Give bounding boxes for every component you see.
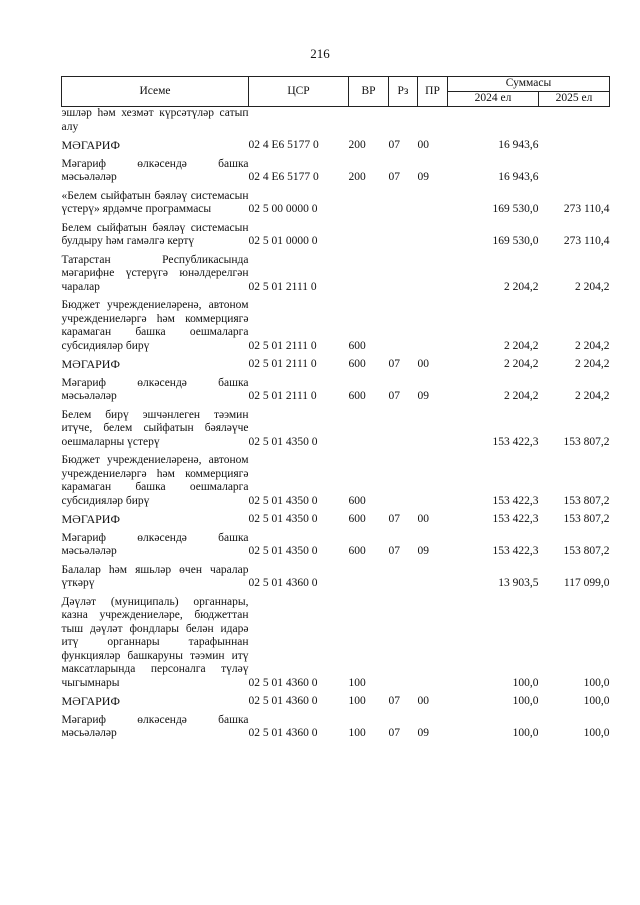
row-vr: 600 [348, 545, 366, 557]
row-sum-2024: 169 530,0 [492, 235, 539, 247]
row-name: Балалар һәм яшьләр өчен чаралар үткәрү [61, 563, 249, 589]
table-row [62, 693, 610, 712]
row-pr: 00 [417, 358, 429, 370]
row-sum-2025: 2 204,2 [575, 358, 610, 370]
row-sum-2024: 16 943,6 [498, 139, 539, 151]
row-sum-2025: 100,0 [583, 676, 610, 689]
row-rz: 07 [388, 545, 400, 557]
row-sum-2024: 100,0 [512, 676, 539, 689]
row-rz [389, 107, 418, 138]
row-name: «Белем сыйфатын бәяләү системасын үстерү» ярдәмче программасы [61, 189, 249, 215]
table-body [62, 107, 610, 744]
row-rz [389, 594, 418, 694]
row-csr: 02 5 01 2111 0 [248, 390, 317, 402]
row-name: Бюджет учреждениеләренә, автоном учреждениеләргә һәм коммерциягә карамаган башка оешмаларга субсидияләр бирү [61, 454, 249, 507]
row-name: МӘГАРИФ [61, 138, 120, 152]
row-csr: 02 5 01 2111 0 [248, 358, 317, 370]
row-pr: 09 [417, 545, 429, 557]
table-row [62, 375, 610, 407]
row-vr [349, 562, 389, 594]
row-sum-2024: 2 204,2 [504, 339, 539, 352]
row-name: Мәгариф өлкәсендә башка мәсьәләләр [61, 713, 249, 739]
table-row [62, 407, 610, 453]
row-name: Мәгариф өлкәсендә башка мәсьәләләр [61, 376, 249, 402]
row-csr [249, 107, 349, 138]
table-row [62, 562, 610, 594]
budget-table [61, 76, 610, 744]
row-rz: 07 [388, 171, 400, 183]
header-year-2024: 2024 ел [448, 92, 539, 107]
row-vr: 600 [348, 494, 366, 507]
page-number: 216 [310, 46, 330, 61]
row-name: Белем сыйфатын бәяләү системасын булдыру һәм гамәлгә кертү [61, 221, 249, 247]
row-sum-2025: 2 204,2 [575, 339, 610, 352]
row-sum-2025 [539, 156, 610, 188]
row-name: Белем бирү эшчәнлеген тәэмин итүче, белем сыйфатын бәяләүче оешмаларны үстерү [61, 408, 249, 448]
row-sum-2025: 2 204,2 [575, 280, 610, 293]
row-sum-2025: 273 110,4 [563, 203, 610, 215]
row-csr: 02 5 01 4360 0 [248, 695, 318, 707]
row-pr: 09 [417, 727, 429, 739]
row-rz [389, 188, 418, 220]
row-pr [418, 562, 448, 594]
row-vr: 200 [348, 139, 366, 151]
row-csr: 02 4 Е6 5177 0 [248, 139, 319, 151]
row-name: Мәгариф өлкәсендә башка мәсьәләләр [61, 157, 249, 183]
row-rz [389, 452, 418, 511]
row-csr: 02 4 Е6 5177 0 [248, 171, 319, 183]
row-pr [418, 297, 448, 356]
table-row [62, 252, 610, 298]
row-rz: 07 [388, 727, 400, 739]
row-csr: 02 5 01 4360 0 [248, 577, 318, 589]
table-row [62, 594, 610, 694]
row-vr [349, 188, 389, 220]
row-sum-2024: 153 422,3 [492, 513, 539, 525]
row-csr: 02 5 01 2111 0 [248, 280, 317, 293]
row-name: Бюджет учреждениеләренә, автоном учреждениеләргә һәм коммерциягә карамаган башка оешмаларга субсидияләр бирү [61, 299, 249, 352]
row-csr: 02 5 01 4350 0 [248, 494, 318, 507]
table-row [62, 452, 610, 511]
row-csr: 02 5 01 4350 0 [248, 513, 318, 525]
row-vr [349, 252, 389, 298]
row-rz: 07 [388, 358, 400, 370]
header-vr: ВР [349, 77, 389, 107]
row-sum-2024: 2 204,2 [504, 280, 539, 293]
row-pr [418, 452, 448, 511]
header-rz: Рз [389, 77, 418, 107]
row-vr: 600 [348, 390, 366, 402]
row-pr: 00 [417, 139, 429, 151]
table-row [62, 156, 610, 188]
row-vr [349, 220, 389, 252]
row-vr [349, 407, 389, 453]
row-sum-2024: 153 422,3 [492, 545, 539, 557]
table-row [62, 297, 610, 356]
row-pr [418, 594, 448, 694]
row-vr: 200 [348, 171, 366, 183]
row-name: МӘГАРИФ [61, 357, 120, 371]
row-name: Татарстан Республикасында мәгарифне үстерүгә юнәлдерелгән чаралар [61, 253, 249, 293]
table-row [62, 107, 610, 138]
row-pr: 09 [417, 171, 429, 183]
row-sum-2024: 169 530,0 [492, 203, 539, 215]
row-csr: 02 5 01 4350 0 [248, 435, 318, 448]
row-csr: 02 5 00 0000 0 [248, 203, 318, 215]
row-vr: 600 [348, 513, 366, 525]
row-sum-2024: 2 204,2 [504, 390, 539, 402]
row-name: Дәүләт (муниципаль) органнары, казна учреждениеләре, бюджеттан тыш дәүләт фондлары белән идарә итү органнары тарафыннан функцияләр башкаруны тәэмин итү максатларында персоналга түләү чыгымнары [61, 595, 249, 689]
table-row [62, 220, 610, 252]
row-sum-2024 [448, 107, 539, 138]
row-rz [389, 407, 418, 453]
row-rz: 07 [388, 390, 400, 402]
row-vr: 600 [348, 339, 366, 352]
row-csr: 02 5 01 4350 0 [248, 545, 318, 557]
row-pr: 00 [417, 695, 429, 707]
row-rz [389, 562, 418, 594]
row-sum-2024: 13 903,5 [498, 577, 539, 589]
row-sum-2025: 153 807,2 [563, 494, 610, 507]
row-sum-2024: 100,0 [512, 695, 539, 707]
table-row [62, 137, 610, 156]
row-rz: 07 [388, 695, 400, 707]
row-sum-2025: 2 204,2 [575, 390, 610, 402]
row-sum-2025: 100,0 [583, 695, 610, 707]
row-vr: 100 [348, 695, 366, 707]
table-row [62, 356, 610, 375]
row-sum-2025: 153 807,2 [563, 513, 610, 525]
row-sum-2024: 2 204,2 [504, 358, 539, 370]
row-sum-2024: 100,0 [512, 727, 539, 739]
row-name: Мәгариф өлкәсендә башка мәсьәләләр [61, 531, 249, 557]
row-sum-2024: 153 422,3 [492, 435, 539, 448]
header-name: Исеме [62, 77, 249, 107]
row-sum-2024: 16 943,6 [498, 171, 539, 183]
table-row [62, 511, 610, 530]
row-vr: 600 [348, 358, 366, 370]
row-sum-2025: 100,0 [583, 727, 610, 739]
row-pr [418, 107, 448, 138]
row-pr [418, 407, 448, 453]
row-csr: 02 5 01 2111 0 [248, 339, 317, 352]
row-name: МӘГАРИФ [61, 512, 120, 526]
table-row [62, 712, 610, 744]
row-rz [389, 252, 418, 298]
row-pr [418, 220, 448, 252]
row-rz [389, 220, 418, 252]
row-name: эшләр һәм хезмәт күрсәтүләр сатып алу [61, 107, 249, 133]
row-vr: 100 [348, 676, 366, 689]
header-pr: ПР [418, 77, 448, 107]
header-sums: Суммасы [448, 77, 610, 92]
row-rz: 07 [388, 513, 400, 525]
row-csr: 02 5 01 4360 0 [248, 676, 318, 689]
row-vr [349, 107, 389, 138]
row-sum-2025: 117 099,0 [563, 577, 610, 589]
row-rz [389, 297, 418, 356]
header-csr: ЦСР [249, 77, 349, 107]
row-csr: 02 5 01 4360 0 [248, 727, 318, 739]
header-year-2025: 2025 ел [539, 92, 610, 107]
row-sum-2025: 153 807,2 [563, 435, 610, 448]
row-name: МӘГАРИФ [61, 694, 120, 708]
table-row [62, 530, 610, 562]
row-sum-2025: 273 110,4 [563, 235, 610, 247]
row-pr: 09 [417, 390, 429, 402]
row-sum-2025: 153 807,2 [563, 545, 610, 557]
row-rz: 07 [388, 139, 400, 151]
row-sum-2024: 153 422,3 [492, 494, 539, 507]
row-pr [418, 252, 448, 298]
row-sum-2025 [539, 107, 610, 138]
row-sum-2025 [539, 137, 610, 156]
row-pr [418, 188, 448, 220]
row-vr: 100 [348, 727, 366, 739]
row-pr: 00 [417, 513, 429, 525]
row-csr: 02 5 01 0000 0 [248, 235, 318, 247]
table-header [62, 77, 610, 107]
table-row [62, 188, 610, 220]
